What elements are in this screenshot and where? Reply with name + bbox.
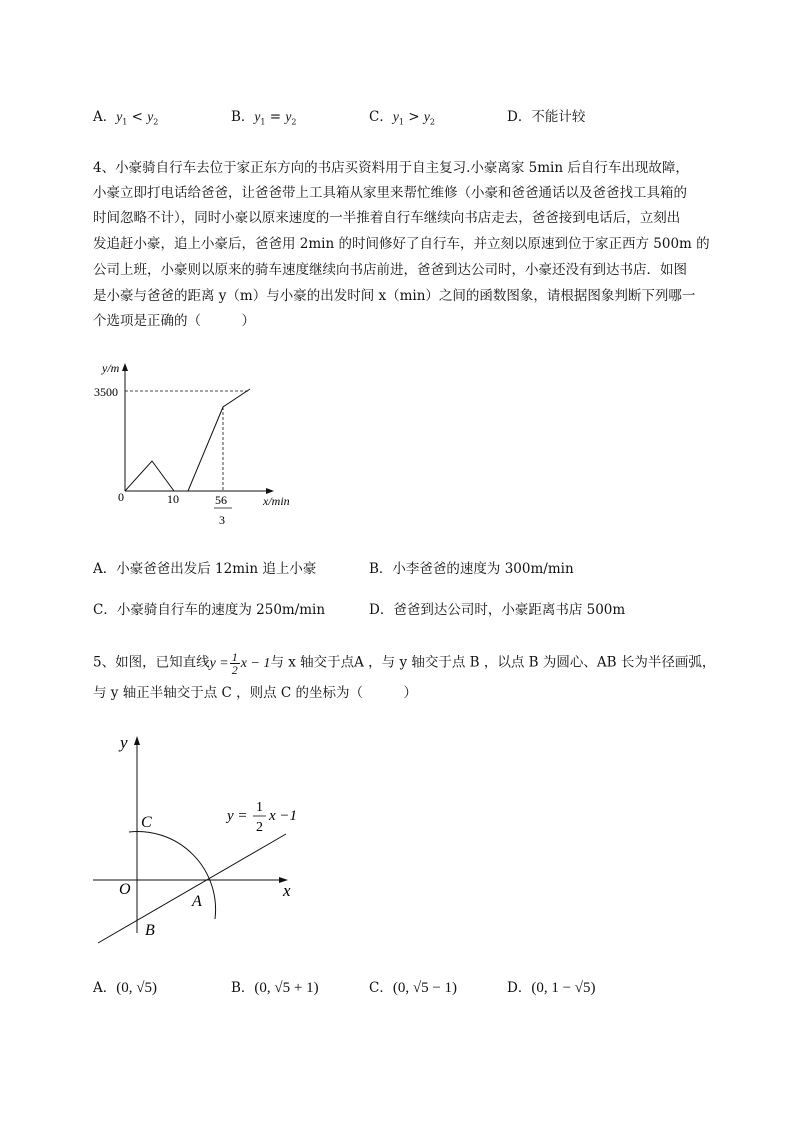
option-text: 不能计较 [531, 109, 586, 125]
expr: y [116, 109, 123, 124]
option-text: (0, √5 + 1) [254, 980, 319, 996]
option-letter: B． [231, 980, 255, 996]
q4-line-5: 公司上班，小豪则以原来的骑车速度继续向书店前进，爸爸到达公司时，小豪还没有到达书店．如图 [93, 262, 687, 278]
sub: 2 [429, 117, 435, 127]
sub: 1 [260, 117, 266, 127]
sub: 1 [122, 117, 128, 127]
op: = [265, 109, 286, 125]
point-b-label: B [145, 922, 155, 939]
option-text: (0, 1 − √5) [531, 980, 596, 996]
option-letter: A． [93, 561, 117, 577]
y-axis-label: y/m [102, 361, 120, 375]
option-letter: B． [231, 109, 255, 125]
q5-option-c[interactable] [369, 979, 457, 997]
option-letter: D． [507, 980, 532, 996]
eq-rhs: x −1 [269, 808, 298, 824]
op: > [403, 109, 424, 125]
expr: y [423, 109, 430, 124]
eq-lhs: y = [227, 808, 248, 824]
eq-den: 2 [231, 663, 238, 677]
option-text: 小豪爸爸出发后 12min 追上小豪 [116, 561, 317, 577]
origin-o-label: O [119, 881, 131, 898]
q5-equation [209, 650, 271, 677]
origin-label: 0 [118, 490, 124, 504]
q4-line-6: 是小豪与爸爸的距离 y（m）与小豪的出发时间 x（min）之间的函数图象，请根据图象判断下列哪一 [93, 288, 696, 304]
x-tick-10: 10 [167, 492, 179, 506]
q3-option-d[interactable] [507, 108, 585, 126]
y-axis-label: y [120, 733, 128, 752]
q4-line-2: 小豪立即打电话给爸爸，让爸爸带上工具箱从家里来帮忙维修（小豪和爸爸通话以及爸爸找工具箱的 [93, 185, 687, 201]
option-text: 爸爸到达公司时，小豪距离书店 500m [393, 602, 626, 618]
expr: y [147, 109, 154, 124]
q3-option-c[interactable] [369, 108, 435, 132]
q4-distance-graph [88, 355, 318, 535]
y-axis-arrow [134, 736, 140, 745]
sub: 2 [291, 117, 297, 127]
q3-option-b[interactable] [231, 108, 297, 132]
sub: 2 [153, 117, 159, 127]
y-tick-3500: 3500 [94, 385, 118, 399]
q4-option-b[interactable] [369, 560, 574, 578]
q5-line-1 [93, 651, 715, 676]
eq-rhs: x − 1 [240, 655, 271, 671]
q4-option-c[interactable] [93, 601, 325, 619]
q5-coordinate-graph [88, 728, 318, 950]
x-axis-label: x [283, 881, 291, 900]
q5-option-d[interactable] [507, 979, 596, 997]
point-c-label: C [141, 814, 152, 831]
option-text: 小李爸爸的速度为 300m/min [392, 561, 574, 577]
x-tick-56-3-num: 56 [215, 493, 227, 507]
x-axis-label: x/min [263, 494, 290, 508]
option-letter: D． [507, 109, 532, 125]
option-text: (0, √5) [116, 980, 157, 996]
option-letter: B． [369, 561, 393, 577]
expr: y [392, 109, 399, 124]
q3-option-a[interactable] [93, 108, 158, 132]
point-a-label: A [192, 893, 202, 910]
option-letter: C． [93, 602, 117, 618]
eq-fraction [230, 651, 240, 676]
option-text: (0, √5 − 1) [392, 980, 458, 996]
eq-den: 2 [256, 820, 263, 835]
q4-line-3: 时间忽略不计），同时小豪以原来速度的一半推着自行车继续向书店走去，爸爸接到电话后，立刻出 [93, 210, 681, 226]
option-letter: D． [369, 602, 394, 618]
y-axis-arrow [122, 363, 128, 371]
q5-option-a[interactable] [93, 979, 157, 997]
q5-line-2: 与 y 轴正半轴交于点 C ，则点 C 的坐标为（ ） [93, 685, 418, 701]
q4-line-7: 个选项是正确的（ ） [93, 313, 255, 329]
q4-line-1: 4、小豪骑自行车去位于家正东方向的书店买资料用于自主复习.小豪离家 5min 后自行车出现故障， [93, 160, 689, 176]
option-letter: A． [93, 109, 117, 125]
option-letter: C． [369, 109, 393, 125]
distance-curve [125, 389, 250, 491]
eq-num: 1 [256, 800, 263, 815]
q4-line-4: 发追赶小豪，追上小豪后，爸爸用 2min 的时间修好了自行车，并立刻以原速到位于家正西方 500m 的 [93, 236, 710, 252]
option-letter: C． [369, 980, 393, 996]
option-text: 小豪骑自行车的速度为 250m/min [116, 602, 326, 618]
sub: 1 [398, 117, 404, 127]
expr: y [254, 109, 261, 124]
eq-num: 1 [231, 650, 238, 664]
q5-option-b[interactable] [231, 979, 319, 997]
q5-text-after: 与 x 轴交于点A ，与 y 轴交于点 B ，以点 B 为圆心、AB 长为半径画弧， [270, 654, 716, 671]
q4-option-d[interactable] [369, 601, 625, 619]
x-tick-56-3-den: 3 [219, 513, 225, 527]
expr: y [285, 109, 292, 124]
arc-center-b [129, 832, 216, 919]
q5-text-before: 5、如图，已知直线 [93, 654, 210, 671]
q4-option-a[interactable] [93, 560, 316, 578]
eq-lhs: y = [209, 655, 229, 671]
option-letter: A． [93, 980, 117, 996]
op: < [127, 109, 148, 125]
